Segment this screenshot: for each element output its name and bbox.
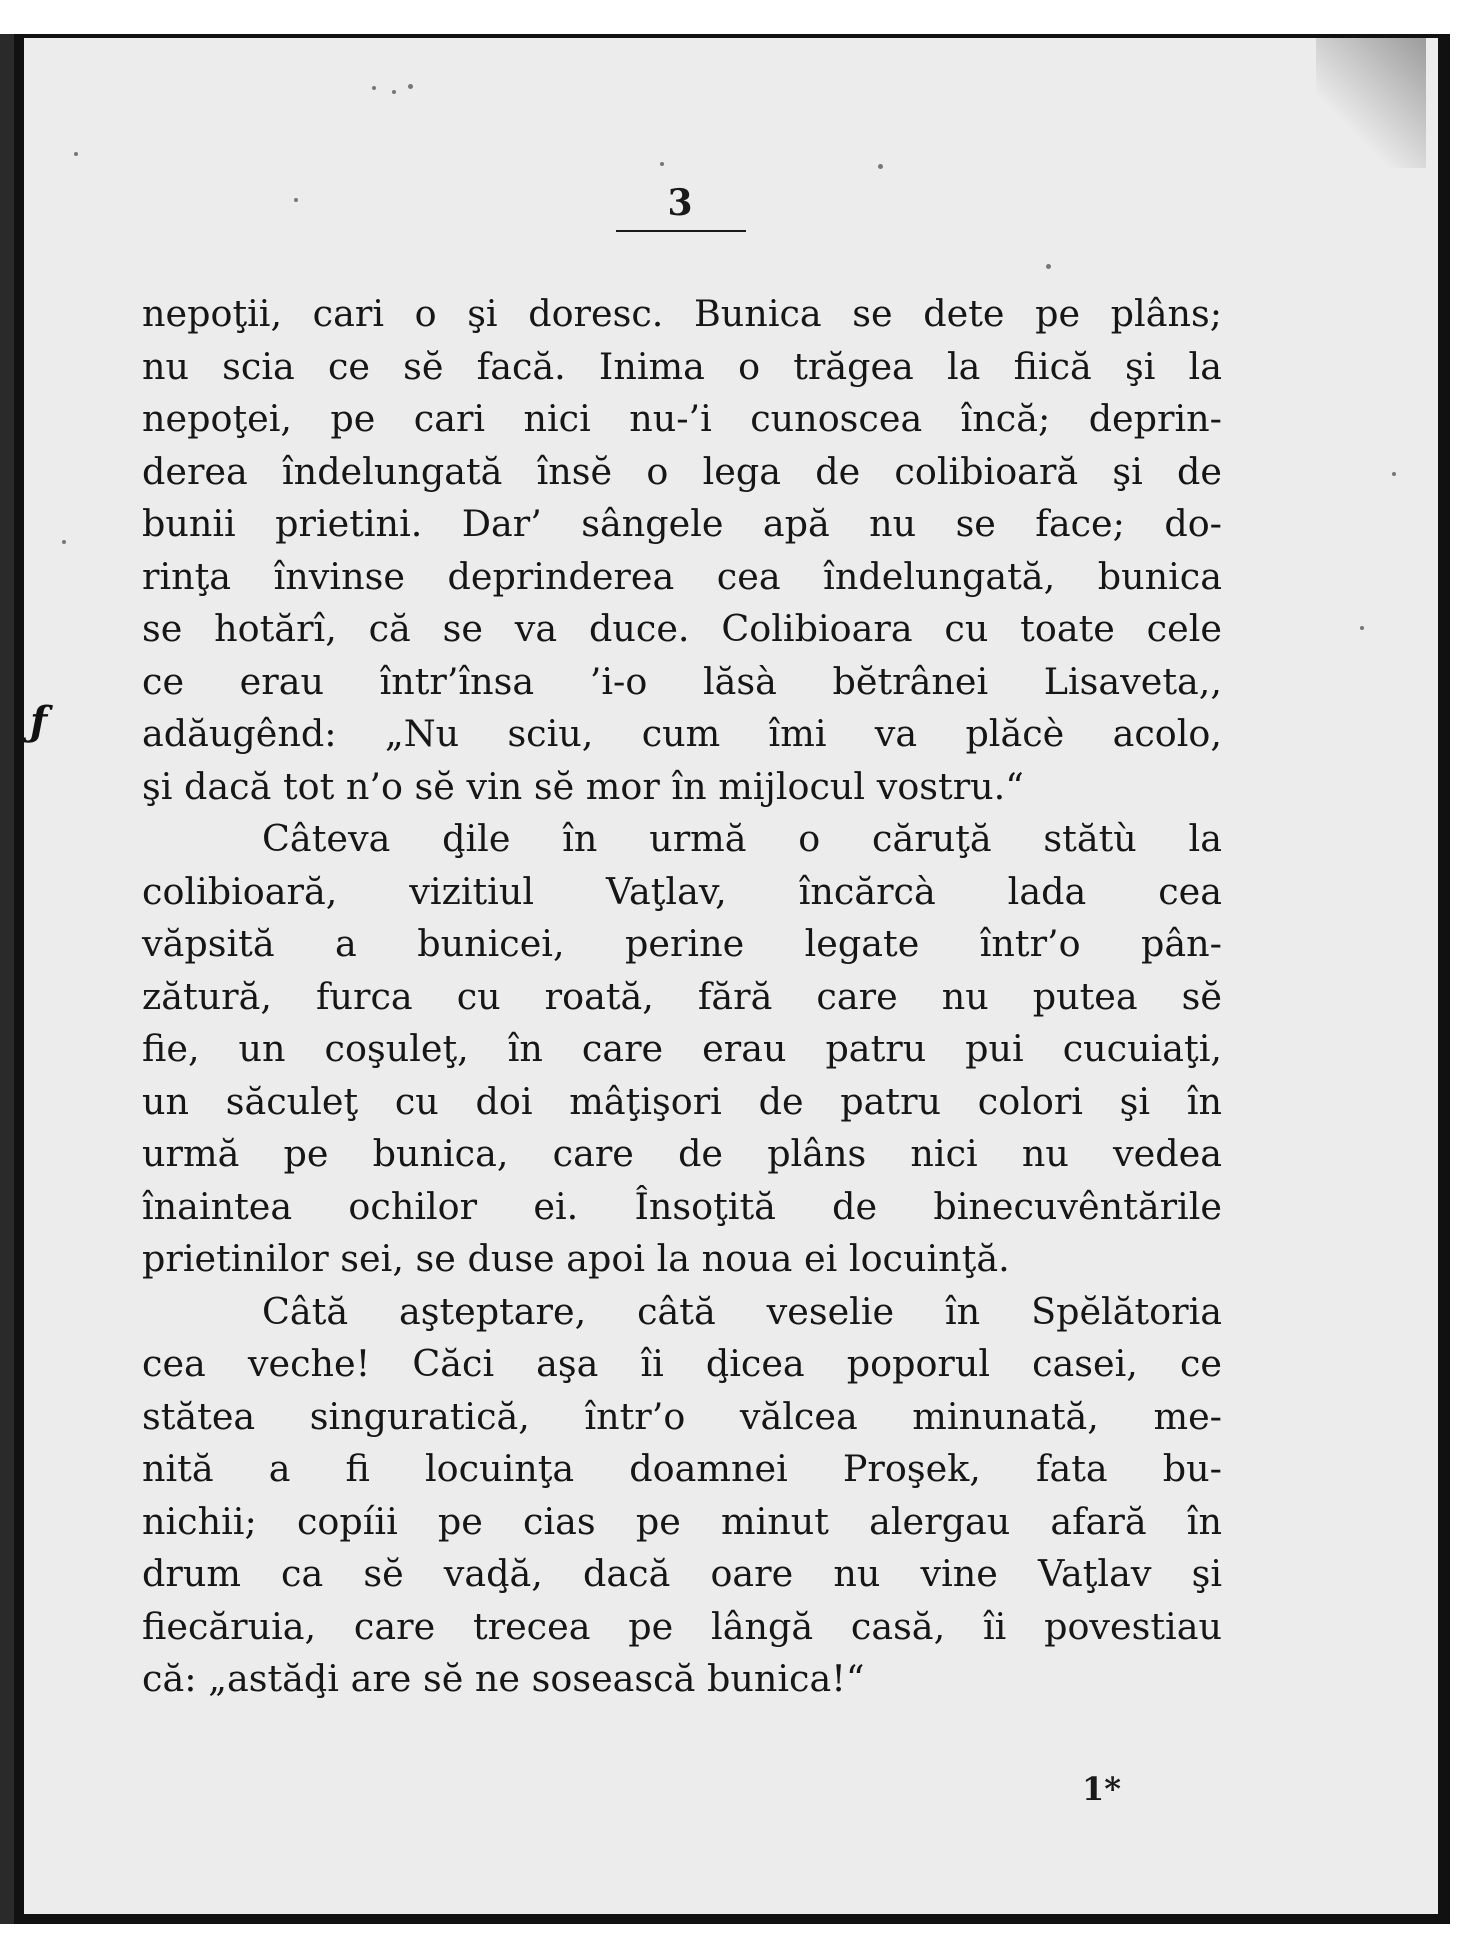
text-line: cea veche! Căci aşa îi ḑicea poporul casei, ce bbox=[142, 1342, 1222, 1385]
paragraph-2 bbox=[142, 813, 1222, 1286]
dust-speck bbox=[1046, 264, 1051, 269]
text-line: derea îndelungată însĕ o lega de colibioară şi de bbox=[142, 449, 1222, 493]
page-number: 3 bbox=[667, 182, 693, 224]
margin-mark: ƒ bbox=[30, 698, 48, 745]
text-line: bunii prietini. Dar’ sângele apă nu se face; do- bbox=[142, 502, 1222, 545]
dust-speck bbox=[372, 86, 376, 90]
text-line: se hotărî, că se va duce. Colibioara cu toate cele bbox=[142, 607, 1222, 650]
text-line: fie, un coşuleţ, în care erau patru pui cucuiaţi, bbox=[142, 1027, 1222, 1070]
dust-speck bbox=[1392, 472, 1396, 476]
text-line: nu scia ce sĕ facă. Inima o trăgea la fiică şi la bbox=[142, 344, 1222, 388]
dust-speck bbox=[878, 164, 883, 169]
text-line: stătea singuratică, într’o vălcea minunată, me- bbox=[142, 1394, 1222, 1438]
text-line: prietinilor sei, se duse apoi la noua ei locuinţă. bbox=[142, 1237, 1010, 1280]
page-corner-shadow bbox=[1316, 38, 1426, 168]
text-line: văpsită a bunicei, perine legate într’o pân- bbox=[142, 922, 1222, 965]
dust-speck bbox=[62, 540, 66, 544]
text-line: zătură, furca cu roată, fără care nu putea sĕ bbox=[142, 974, 1222, 1018]
text-line: nită a fi locuinţa doamnei Proşek, fata bu- bbox=[142, 1447, 1222, 1490]
text-line: rinţa învinse deprinderea cea îndelungată, bunica bbox=[142, 554, 1222, 598]
dust-speck bbox=[408, 84, 413, 89]
text-line: ce erau într’însa ’i-o lăsà bĕtrânei Lisaveta,, bbox=[142, 659, 1222, 703]
dust-speck bbox=[660, 162, 664, 166]
text-line: Câteva ḑile în urmă o căruţă stătù la bbox=[262, 817, 1222, 860]
text-line: fiecăruia, care trecea pe lângă casă, îi povestiau bbox=[142, 1604, 1222, 1648]
text-line: nepoţii, cari o şi doresc. Bunica se dete pe plâns; bbox=[142, 292, 1222, 335]
book-gutter bbox=[0, 34, 14, 1924]
text-line: urmă pe bunica, care de plâns nici nu vedea bbox=[142, 1132, 1222, 1175]
text-line: înaintea ochilor ei. Însoţită de binecuvêntările bbox=[142, 1184, 1222, 1228]
dust-speck bbox=[392, 90, 396, 94]
page-number-rule bbox=[616, 230, 746, 232]
paragraph-3 bbox=[142, 1286, 1222, 1706]
dust-speck bbox=[74, 152, 78, 156]
text-line: şi dacă tot n’o sĕ vin sĕ mor în mijlocul vostru.“ bbox=[142, 764, 1024, 808]
signature-mark: 1* bbox=[1082, 1770, 1121, 1808]
text-line: Câtă aşteptare, câtă veselie în Spĕlătoria bbox=[262, 1289, 1222, 1333]
text-line: drum ca sĕ vaḑă, dacă oare nu vine Vaţlav şi bbox=[142, 1552, 1222, 1595]
text-line: un săculeţ cu doi mâţişori de patru colori şi în bbox=[142, 1079, 1222, 1123]
dust-speck bbox=[1360, 626, 1364, 630]
text-line: nichii; copíii pe cias pe minut alergau afară în bbox=[142, 1499, 1222, 1543]
text-line: nepoţei, pe cari nici nu-’i cunoscea încă; deprin- bbox=[142, 397, 1222, 440]
paragraph-1 bbox=[142, 288, 1222, 813]
text-line: că: „astăḑi are sĕ ne sosească bunica!“ bbox=[142, 1657, 865, 1700]
text-line: adăugênd: „Nu sciu, cum îmi va plăcè acolo, bbox=[142, 712, 1222, 755]
dust-speck bbox=[294, 198, 298, 202]
body-text bbox=[142, 288, 1222, 1706]
text-line: colibioară, vizitiul Vaţlav, încărcà lada cea bbox=[142, 869, 1222, 913]
